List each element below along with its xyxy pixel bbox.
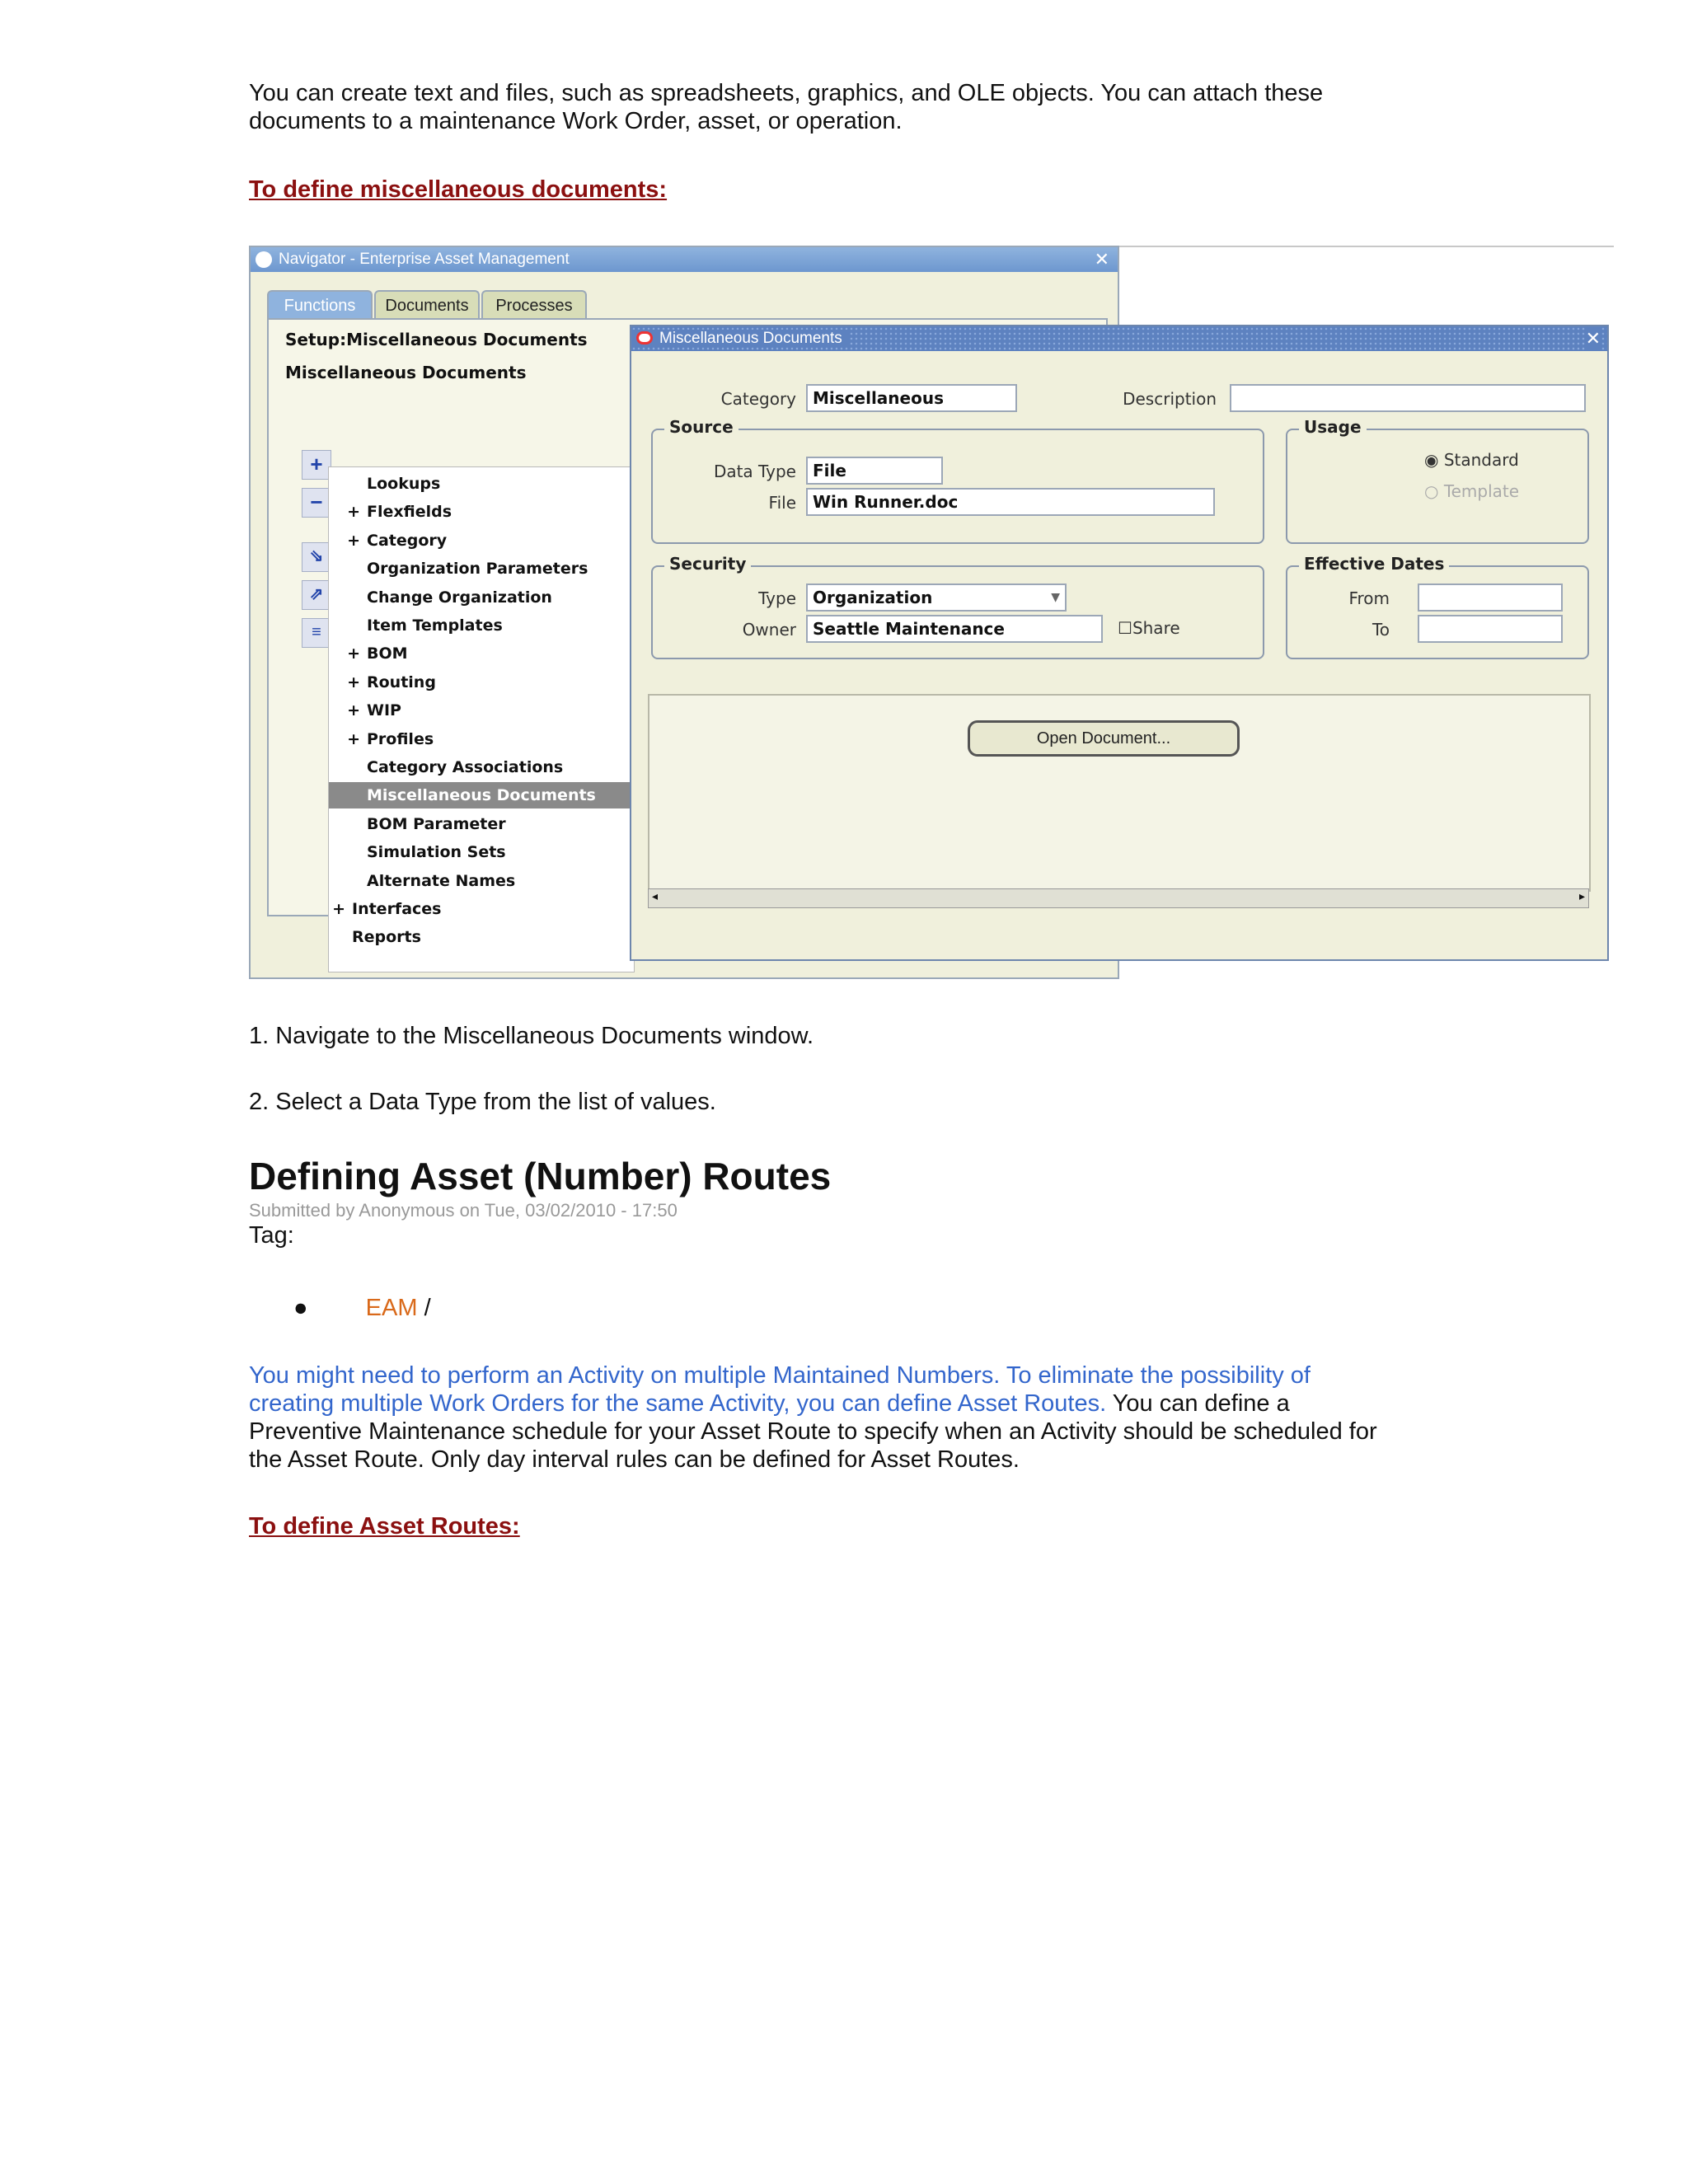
from-label: From	[1348, 588, 1390, 608]
scroll-left-icon[interactable]: ◂	[652, 889, 659, 902]
body-line-3: Preventive Maintenance schedule for your Asset Route to specify when an Activity should be scheduled for	[249, 1418, 1377, 1445]
intro-line-1: You can create text and files, such as spreadsheets, graphics, and OLE objects. You can attach these	[249, 80, 1324, 106]
tag-separator: /	[424, 1295, 431, 1321]
tree-item[interactable]	[329, 839, 634, 865]
tree-bullet: +	[347, 531, 360, 550]
data-type-field[interactable]: File	[806, 457, 943, 485]
navigator-title: Navigator - Enterprise Asset Management	[279, 251, 570, 268]
tree-item-label: Profiles	[367, 729, 434, 748]
tree-item[interactable]	[329, 499, 634, 525]
tree-item[interactable]	[329, 896, 634, 922]
expand-branch-button[interactable]: ⇘	[302, 542, 331, 572]
tree-item-label: BOM	[367, 644, 408, 663]
horizontal-scrollbar[interactable]	[648, 888, 1589, 908]
tree-item-label: Category Associations	[367, 758, 564, 776]
type-label: Type	[758, 588, 796, 608]
bullet-icon: ●	[293, 1295, 308, 1321]
tab-functions[interactable]: Functions	[267, 290, 373, 320]
source-title: Source	[664, 417, 738, 437]
tree-item-label: Organization Parameters	[367, 560, 588, 579]
description-field[interactable]	[1230, 384, 1586, 412]
radio-empty-icon: ○	[1424, 481, 1444, 501]
category-field[interactable]: Miscellaneous	[806, 384, 1017, 412]
security-title: Security	[664, 554, 751, 574]
usage-title: Usage	[1299, 417, 1367, 437]
article-title: Defining Asset (Number) Routes	[249, 1155, 832, 1197]
file-field[interactable]: Win Runner.doc	[806, 488, 1215, 516]
tree-bullet: +	[347, 673, 360, 691]
share-checkbox[interactable]: ☐Share	[1118, 618, 1180, 638]
heading-misc-documents[interactable]: To define miscellaneous documents:	[249, 176, 668, 203]
intro-paragraph	[249, 79, 1323, 135]
collapse-all-button[interactable]: ≡	[302, 618, 331, 648]
tree-item[interactable]	[329, 697, 634, 724]
tree-bullet: +	[347, 701, 360, 720]
usage-standard-radio[interactable]: ◉ Standard	[1424, 450, 1519, 470]
tab-documents[interactable]: Documents	[374, 290, 480, 320]
owner-field[interactable]: Seattle Maintenance	[806, 615, 1103, 643]
body-line-4: the Asset Route. Only day interval rules can be defined for Asset Routes.	[249, 1446, 1020, 1473]
checkbox-icon: ☐	[1118, 618, 1132, 638]
tree-item[interactable]	[329, 754, 634, 780]
heading-asset-routes[interactable]: To define Asset Routes:	[249, 1513, 520, 1540]
tree-item[interactable]	[329, 726, 634, 752]
tab-processes[interactable]: Processes	[481, 290, 587, 320]
tree-item-label: Lookups	[367, 475, 441, 493]
tree-item-label: BOM Parameter	[367, 814, 506, 833]
navigator-selected: Miscellaneous Documents	[285, 363, 527, 382]
expand-button[interactable]: +	[302, 450, 331, 480]
body-line-2: creating multiple Work Orders for the same Activity, you can define Asset Routes. You can define a	[249, 1390, 1290, 1417]
tree-item[interactable]	[329, 924, 634, 950]
tree-item[interactable]	[329, 584, 634, 611]
tree-item[interactable]	[329, 811, 634, 837]
expand-all-button[interactable]: ⇗	[302, 580, 331, 610]
file-label: File	[768, 493, 796, 513]
tree-bullet: +	[347, 503, 360, 522]
tree-item-label: Category	[367, 531, 448, 550]
source-group	[651, 417, 1264, 544]
tree-item[interactable]	[329, 669, 634, 696]
tree-item-label: Miscellaneous Documents	[367, 786, 596, 805]
tree-item[interactable]	[329, 527, 634, 554]
chevron-down-icon: ▼	[1051, 591, 1060, 604]
misc-title: Miscellaneous Documents	[631, 330, 849, 347]
tree-item[interactable]	[329, 782, 634, 808]
navigator-path: Setup:Miscellaneous Documents	[285, 330, 588, 349]
oracle-logo-icon	[636, 331, 653, 344]
tree-item[interactable]	[329, 555, 634, 582]
tree-item-label: Reports	[352, 928, 421, 947]
type-select[interactable]: Organization ▼	[806, 583, 1067, 612]
misc-titlebar	[631, 326, 1607, 351]
submitted-line: Submitted by Anonymous on Tue, 03/02/2010 - 17:50	[249, 1200, 678, 1221]
tree-bullet: +	[347, 644, 360, 663]
tree-bullet: +	[347, 729, 360, 748]
tree-item[interactable]	[329, 612, 634, 639]
article-body	[249, 1361, 1377, 1474]
tag-list-item	[293, 1294, 431, 1322]
tree-item-label: Change Organization	[367, 588, 552, 607]
radio-selected-icon: ◉	[1424, 450, 1444, 470]
security-group	[651, 554, 1264, 659]
scroll-right-icon[interactable]: ▸	[1578, 889, 1585, 902]
tree-item[interactable]	[329, 471, 634, 497]
tree-item-label: Flexfields	[367, 503, 452, 522]
step-1: 1. Navigate to the Miscellaneous Documents window.	[249, 1023, 814, 1049]
tree-item[interactable]	[329, 868, 634, 894]
tree-item-label: Simulation Sets	[367, 843, 506, 862]
oracle-screenshot	[249, 246, 1614, 981]
category-label: Category	[720, 389, 796, 409]
tree-bullet: +	[332, 900, 345, 918]
tree-item-label: Interfaces	[352, 900, 442, 918]
step-2: 2. Select a Data Type from the list of values.	[249, 1089, 716, 1115]
effective-dates-title: Effective Dates	[1299, 554, 1449, 574]
tag-link-eam[interactable]: EAM	[365, 1295, 418, 1321]
usage-template-radio[interactable]: ○ Template	[1424, 481, 1520, 501]
tree-item-label: Item Templates	[367, 616, 503, 635]
misc-documents-window	[630, 325, 1609, 961]
tree-item[interactable]	[329, 640, 634, 667]
intro-line-2: documents to a maintenance Work Order, asset, or operation.	[249, 108, 903, 134]
description-label: Description	[1123, 389, 1217, 409]
navigator-tree	[328, 466, 635, 972]
owner-label: Owner	[742, 620, 796, 640]
data-type-label: Data Type	[713, 462, 796, 481]
close-icon[interactable]: ✕	[1586, 326, 1601, 351]
tag-label: Tag:	[249, 1222, 294, 1249]
to-label: To	[1372, 620, 1390, 640]
tree-item-label: Alternate Names	[367, 871, 516, 890]
from-date-field[interactable]	[1418, 583, 1563, 612]
to-date-field[interactable]	[1418, 615, 1563, 643]
collapse-button[interactable]: −	[302, 488, 331, 518]
tree-item-label: WIP	[367, 701, 401, 720]
navigator-titlebar	[251, 247, 1118, 272]
oracle-logo-icon	[256, 251, 272, 268]
tree-item-label: Routing	[367, 673, 436, 691]
close-icon[interactable]: ✕	[1094, 249, 1109, 269]
open-document-button[interactable]: Open Document...	[968, 720, 1240, 757]
effective-dates-group	[1286, 554, 1589, 659]
body-line-1: You might need to perform an Activity on multiple Maintained Numbers. To eliminate the possibility of	[249, 1362, 1311, 1389]
